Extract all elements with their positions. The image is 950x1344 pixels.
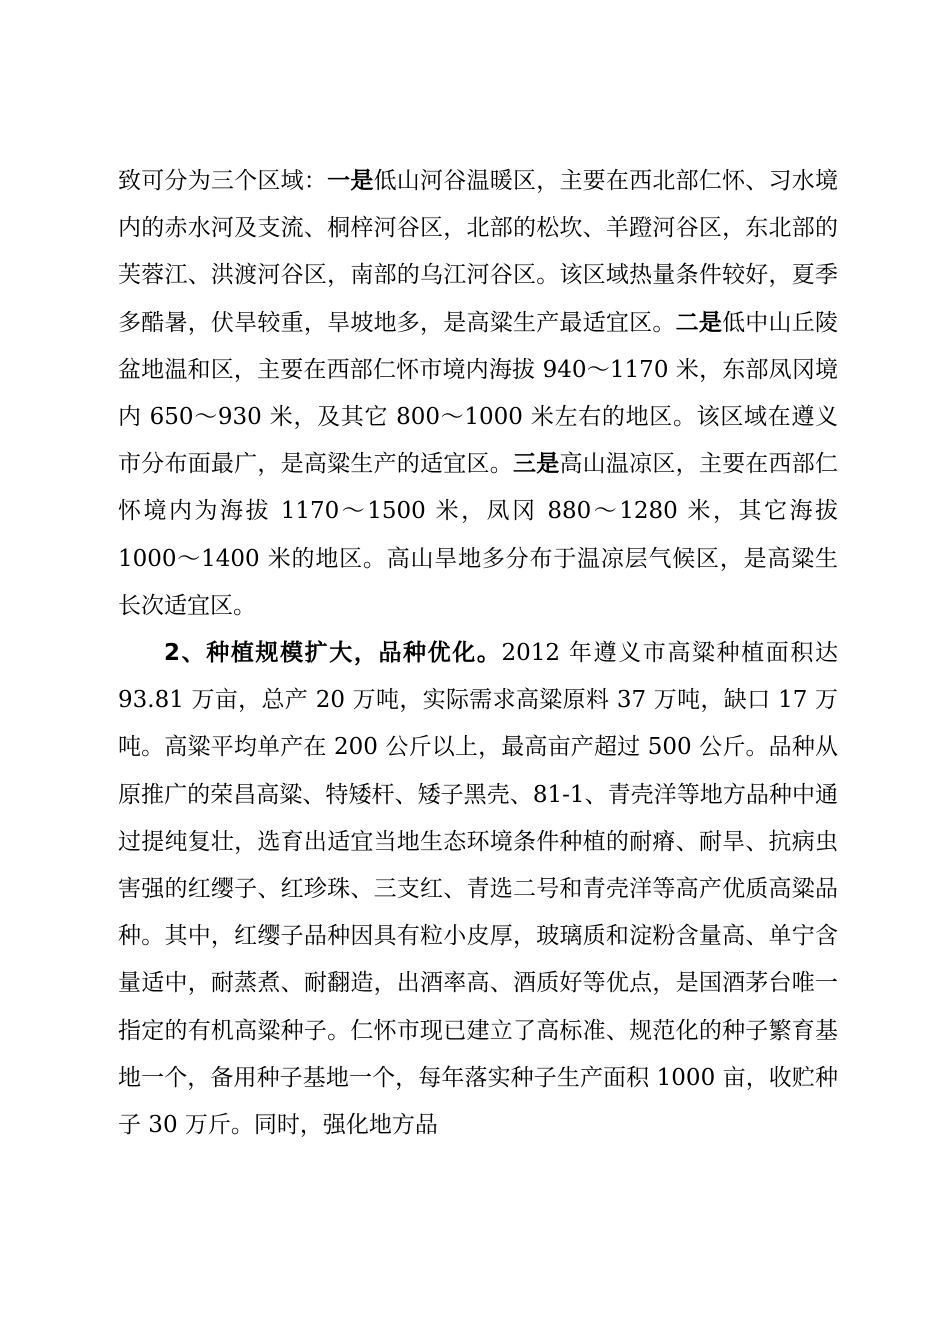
bold-marker-first: 一是 (327, 168, 374, 194)
document-body (118, 158, 838, 1149)
paragraph-text: 低山河谷温暖区，主要在西北部仁怀、习水境内的赤水河及支流、桐梓河谷区，北部的松坎、羊蹬河谷区，东北部的芙蓉江、洪渡河谷区，南部的乌江河谷区。该区域热量条件较好，夏季多酷暑，伏旱较重，旱坡地多，是高粱生产最适宜区。 (118, 168, 839, 336)
paragraph-text: 致可分为三个区域： (118, 168, 328, 194)
bold-marker-third: 三是 (512, 451, 560, 478)
paragraph-climate-zones (118, 158, 838, 630)
paragraph-text: 2012 年遵义市高粱种植面积达 93.81 万亩，总产 20 万吨，实际需求高粱原料 37 万吨，缺口 17 万吨。高粱平均单产在 200 公斤以上，最高亩产超过 500 公斤。品种从原推广的荣昌高粱、特矮杆、矮子黑壳、81-1、青壳洋等地方品种中通过提纯复壮，选育出适宜当地生态环境条件种植的耐瘠、耐旱、抗病虫害强的红缨子、红珍珠、三支红、青选二号和青壳洋等高产优质高粱品种。其中，红缨子品种因具有粒小皮厚，玻璃质和淀粉含量高、单宁含量适中，耐蒸煮、耐翻造，出酒率高、酒质好等优点，是国酒茅台唯一指定的有机高粱种子。仁怀市现已建立了高标准、规范化的种子繁育基地一个，备用种子基地一个，每年落实种子生产面积 1000 亩，收贮种子 30 万斤。同时，强化地方品 (118, 640, 838, 1139)
paragraph-planting-scale (118, 630, 838, 1149)
paragraph-text: 低中山丘陵盆地温和区，主要在西部仁怀市境内海拔 940～1170 米，东部凤冈境内 650～930 米，及其它 800～1000 米左右的地区。该区域在遵义市分布面最广，是高粱生产的适宜区。 (118, 309, 839, 478)
paragraph-text: 高山温凉区，主要在西部仁怀境内为海拔 1170～1500 米，凤冈 880～1280 米，其它海拔 1000～1400 米的地区。高山旱地多分布于温凉层气候区，是高粱生长次适宜区。 (118, 451, 839, 619)
section-heading: 2、种植规模扩大，品种优化。 (164, 640, 502, 667)
bold-marker-second: 二是 (675, 309, 723, 336)
